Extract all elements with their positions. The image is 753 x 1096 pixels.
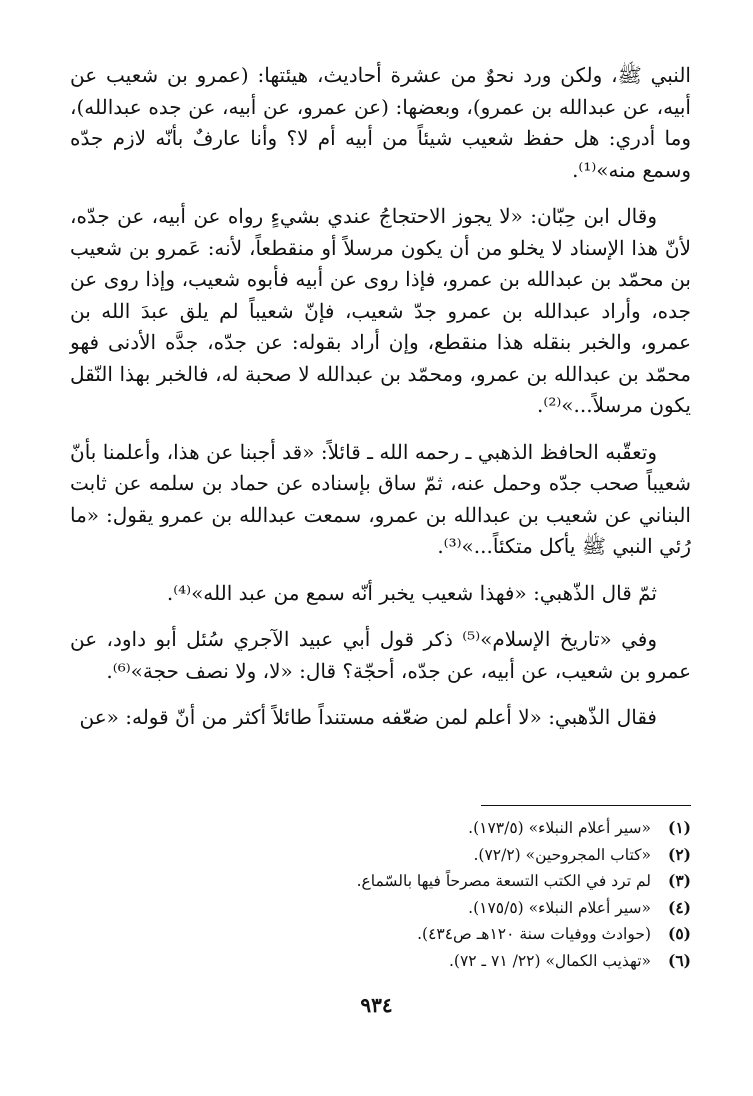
footnote-number: (٢)	[667, 844, 691, 864]
paragraph-2: وقال ابن حِبّان: «لا يجوز الاحتجاجُ عندي بشيءٍ رواه عن أبيه، عن جدّه، لأنّ هذا الإسناد لا يخلو من أن يكون مرسلاً أو منقطعاً، لأنه: عَمرو بن شعيب بن محمّد بن عبدالله بن عمرو، فإذا روى عن أبيه فأبوه شعيب، وإذا روى عن جده، وأراد عبدالله بن عمرو جدّ شعيب، فإنّ شعيباً لم يلق عبدَ الله بن عمرو، والخبر بنقله هذا منقطع، وإن أراد بقوله: عن جدّه، جدَّه الأدنى فهو محمّد بن عبدالله بن عمرو، ومحمّد بن عبدالله لا صحبة له، فالخبر بهذا النّقل يكون مرسلاً...»⁽²⁾.	[70, 204, 691, 417]
page-number: ٩٣٤	[360, 993, 393, 1017]
paragraph-4: ثمّ قال الذّهبي: «فهذا شعيب يخبر أنّه سمع من عبد الله»⁽⁴⁾.	[166, 580, 657, 605]
footnote-text: «سير أعلام النبلاء» (١٧٥/٥).	[468, 898, 651, 917]
footnote-number: (٤)	[667, 897, 691, 917]
footnote-text: «كتاب المجروحين» (٧٢/٢).	[473, 845, 651, 864]
footnote-number: (٥)	[667, 924, 691, 943]
footnote	[70, 842, 691, 869]
footnote	[70, 868, 691, 895]
footnote-number: (٦)	[667, 950, 691, 970]
footnote-number: (٣)	[667, 871, 691, 890]
footnote-divider	[481, 805, 691, 806]
footnote-text: «سير أعلام النبلاء» (١٧٣/٥).	[468, 819, 651, 837]
main-text	[70, 60, 691, 749]
paragraph-6: فقال الذّهبي: «لا أعلم لمن ضعّفه مستنداً طائلاً أكثر من أنّ قوله: «عن	[79, 705, 657, 729]
paragraph-3: وتعقّبه الحافظ الذهبي ـ رحمه الله ـ قائلاً: «قد أجبنا عن هذا، وأعلمنا بأنّ شعيباً صحب جدّه وحمل عنه، ثمّ ساق بإسناده عن حماد بن سلمه عن ثابت البناني عن شعيب بن عبدالله بن عمرو، سمعت عبدالله بن عمرو يقول: «ما رُئي النبي ﷺ يأكل متكئاً...»⁽³⁾.	[70, 439, 691, 558]
footnote-text: لم ترد في الكتب التسعة مصرحاً فيها بالسّماع.	[356, 872, 651, 890]
footnote	[70, 948, 691, 975]
footnote-number: (١)	[667, 818, 691, 837]
footnote	[70, 921, 691, 948]
footnote-text: (حوادث ووفيات سنة ١٢٠هـ ص٤٣٤).	[417, 925, 651, 943]
footnotes-list	[70, 815, 691, 974]
footnote	[70, 895, 691, 922]
paragraph-1: النبي ﷺ، ولكن ورد نحوٌ من عشرة أحاديث، هيئتها: (عمرو بن شعيب عن أبيه، عن عبدالله بن عمرو)، وبعضها: (عن عمرو، عن أبيه، عن جده عبدالله)، وما أدري: هل حفظ شعيب شيئاً من أبيه أم لا؟ وأنا عارفٌ بأنّه لازم جدّه وسمع منه»⁽¹⁾.	[70, 63, 691, 182]
footnote	[70, 815, 691, 842]
paragraph-5: وفي «تاريخ الإسلام»⁽⁵⁾ ذكر قول أبي عبيد الآجري سُئل أبو داود، عن عمرو بن شعيب، عن أبيه، عن جدّه، أحجّة؟ قال: «لا، ولا نصف حجة»⁽⁶⁾.	[70, 627, 691, 683]
footnote-text: «تهذيب الكمال» (٢٢/ ٧١ ـ ٧٢).	[448, 951, 651, 970]
